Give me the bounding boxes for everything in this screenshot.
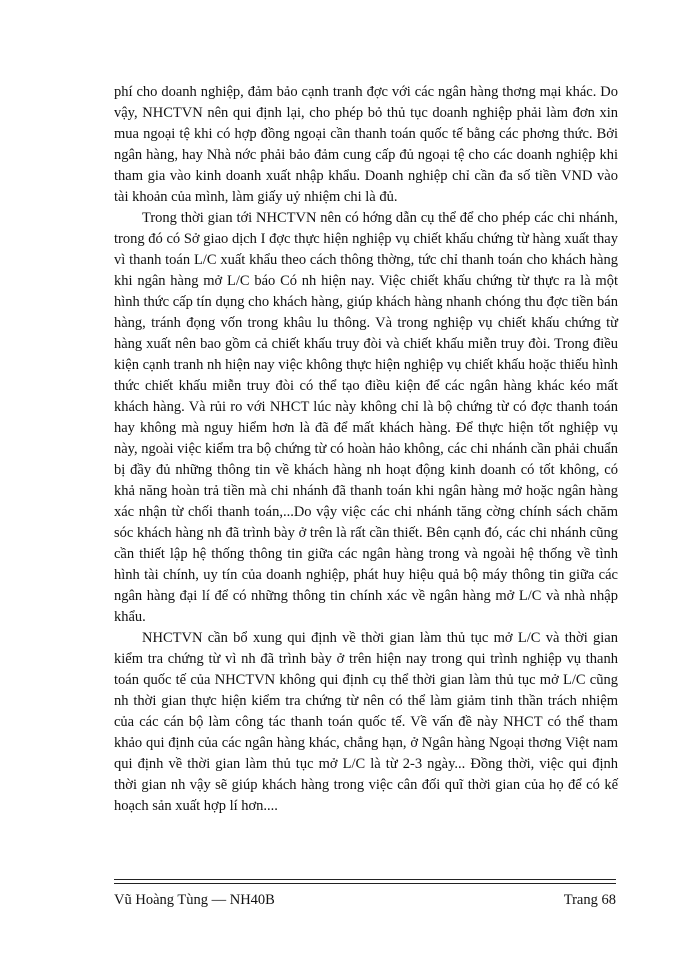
- paragraph-timing: NHCTVN cần bổ xung qui định về thời gian làm thủ tục mở L/C và thời gian kiểm tra chứng từ vì nh đã trình bày ở trên hiện nay trong qui trình nghiệp vụ thanh toán quốc tế của NHCTVN không qui định cụ thể thời gian làm thủ tục mở L/C cũng nh thời gian thực hiện kiểm tra chứng từ nên có thể làm giảm tinh thần trách nhiệm của các cán bộ làm công tác thanh toán quốc tế. Về vấn đề này NHCT có thể tham khảo qui định của các ngân hàng khác, chẳng hạn, ở Ngân hàng Ngoại thơng Việt nam qui định về thời gian làm thủ tục mở L/C là từ 2-3 ngày... Đồng thời, việc qui định thời gian nh vậy sẽ giúp khách hàng trong việc cân đối quĩ thời gian của họ để có kế hoạch sản xuất hợp lí hơn....: [114, 630, 618, 814]
- paragraph-continuation: phí cho doanh nghiệp, đảm bảo cạnh tranh đợc với các ngân hàng thơng mại khác. Do vậy, NHCTVN nên qui định lại, cho phép bỏ thủ tục doanh nghiệp phải làm đơn xin mua ngoại tệ khi có hợp đồng ngoại cần thanh toán quốc tế bằng các phơng thức. Bởi ngân hàng, hay Nhà nớc phải bảo đảm cung cấp đủ ngoại tệ cho các doanh nghiệp khi tham gia vào kinh doanh xuất nhập khẩu. Doanh nghiệp chỉ cần đa số tiền VND vào tài khoản của mình, làm giấy uỷ nhiệm chi là đủ.: [114, 84, 618, 205]
- footer-divider: [114, 879, 616, 884]
- paragraph-discount: Trong thời gian tới NHCTVN nên có hớng dẫn cụ thể để cho phép các chi nhánh, trong đó có Sở giao dịch I đợc thực hiện nghiệp vụ chiết khấu chứng từ hàng xuất thay vì thanh toán L/C xuất khẩu theo cách thông thờng, tức chỉ thanh toán cho khách hàng khi ngân hàng mở L/C báo Có nh hiện nay. Việc chiết khấu chứng từ thực ra là một hình thức cấp tín dụng cho khách hàng, giúp khách hàng nhanh chóng thu đợc tiền bán hàng, tránh đọng vốn trong khâu lu thông. Và trong nghiệp vụ chiết khấu chứng từ hàng xuất nên bao gồm cả chiết khấu truy đòi và chiết khấu miễn truy đòi. Trong điều kiện cạnh tranh nh hiện nay việc không thực hiện nghiệp vụ chiết khấu hoặc thiếu hình thức chiết khấu miễn truy đòi có thể tạo điều kiện để các ngân hàng khác kéo mất khách hàng. Và rủi ro với NHCT lúc này không chỉ là bộ chứng từ có đợc thanh toán hay không mà nguy hiểm hơn là đã để mất khách hàng. Để thực hiện tốt nghiệp vụ này, ngoài việc kiểm tra bộ chứng từ có hoàn hảo không, các chi nhánh cần phải chuẩn bị đầy đủ những thông tin về khách hàng nh hoạt động kinh doanh có tốt không, có khả năng hoàn trả tiền mà chi nhánh đã thanh toán khi ngân hàng mở hoặc ngân hàng xác nhận từ chối thanh toán,...Do vậy việc các chi nhánh tăng cờng chính sách chăm sóc khách hàng nh đã trình bày ở trên là rất cần thiết. Bên cạnh đó, các chi nhánh cũng cần thiết lập hệ thống thông tin giữa các ngân hàng trong và ngoài hệ thống về tình hình tài chính, uy tín của doanh nghiệp, phát huy hiệu quả bộ máy thông tin giữa các ngân hàng đại lí để có những thông tin chính xác về ngân hàng mở L/C và nhà nhập khẩu.: [114, 210, 618, 625]
- document-body: [114, 82, 618, 817]
- footer-author: Vũ Hoàng Tùng — NH40B: [114, 892, 275, 908]
- footer-page-number: Trang 68: [563, 892, 616, 908]
